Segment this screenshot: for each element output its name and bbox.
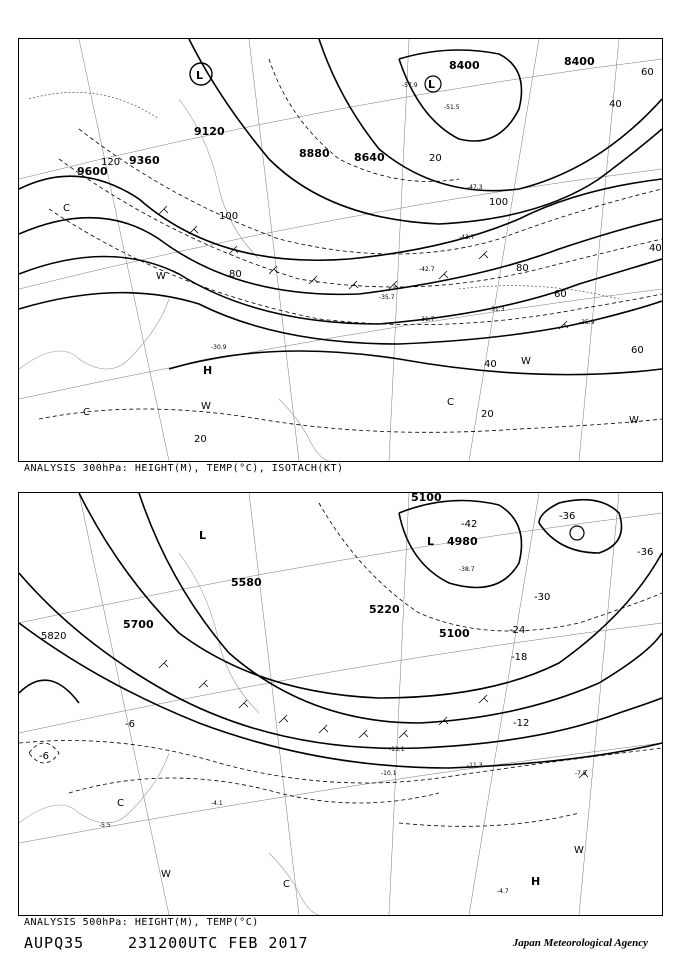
height-label: 9120 xyxy=(194,125,225,138)
warm-mark: W xyxy=(201,401,211,412)
height-label: 8880 xyxy=(299,147,330,160)
high-pressure-symbol: H xyxy=(203,364,213,377)
isotach-label: 20 xyxy=(481,409,494,420)
temperature-label: -11.3 xyxy=(467,762,483,769)
height-contours xyxy=(19,39,662,375)
air-mass-marks xyxy=(117,798,584,890)
isotherm-label: -12 xyxy=(513,718,530,729)
temperature-label: -35.9 xyxy=(579,319,595,326)
low-pressure-symbol: L xyxy=(199,529,207,542)
isotherm-label: -36 xyxy=(637,547,654,558)
height-label: 5700 xyxy=(123,618,154,631)
temperature-label: -31.3 xyxy=(489,306,505,313)
height-label: 5100 xyxy=(439,627,470,640)
cold-mark: C xyxy=(63,203,70,214)
temperature-label: -7.5 xyxy=(575,770,587,777)
isotach-label: 60 xyxy=(554,289,567,300)
isotherm-label: -18 xyxy=(511,652,528,663)
isotherm-label: -6 xyxy=(39,751,49,762)
temperature-label: -57.9 xyxy=(402,82,418,89)
cold-mark: C xyxy=(83,407,90,418)
cold-mark: C xyxy=(117,798,124,809)
high-pressure-symbol: H xyxy=(531,875,541,888)
isotach-label: 100 xyxy=(489,197,509,208)
isotherm-label: -36 xyxy=(559,511,576,522)
isotherm-label: -30 xyxy=(534,592,551,603)
valid-time: 231200UTC FEB 2017 xyxy=(128,934,309,952)
low-pressure-symbol: L xyxy=(196,69,204,82)
isotach-label: 40 xyxy=(484,359,497,370)
temperature-label: -31.7 xyxy=(419,316,435,323)
isotherm-label: -42 xyxy=(461,519,478,530)
temperature-label: -38.7 xyxy=(459,566,475,573)
isotach-label: 40 xyxy=(609,99,622,110)
height-labels xyxy=(77,55,595,178)
height-labels xyxy=(41,493,478,642)
height-label: 5100 xyxy=(411,493,442,504)
low-pressure-symbol: L xyxy=(428,78,436,91)
isotherm-label: -6 xyxy=(125,719,135,730)
height-label: 8400 xyxy=(449,59,480,72)
temperature-label: -4.7 xyxy=(497,888,509,895)
coastline xyxy=(19,99,329,461)
cold-mark: C xyxy=(283,879,290,890)
temperature-label: -35.7 xyxy=(379,294,395,301)
map-500hpa-svg xyxy=(19,493,662,915)
warm-mark: W xyxy=(521,356,531,367)
isotherm-labels xyxy=(39,511,653,762)
warm-mark: W xyxy=(156,271,166,282)
isotach-label: 60 xyxy=(641,67,654,78)
map-300hpa-svg xyxy=(19,39,662,461)
isotach-label: 120 xyxy=(101,157,121,168)
height-label: 5820 xyxy=(41,631,67,642)
height-label: 8400 xyxy=(564,55,595,68)
isotach-label: 80 xyxy=(516,263,529,274)
temperature-label: -10.1 xyxy=(381,770,397,777)
temperature-label: -13.1 xyxy=(389,746,405,753)
air-mass-marks xyxy=(63,203,639,426)
agency-name: Japan Meteorological Agency xyxy=(512,937,648,949)
temperature-label: -30.9 xyxy=(211,344,227,351)
temperature-label: -5.5 xyxy=(99,822,111,829)
height-label: 9360 xyxy=(129,154,160,167)
isotach-label: 80 xyxy=(229,269,242,280)
low-pressure-symbol: L xyxy=(427,535,435,548)
isotherms xyxy=(29,92,619,299)
warm-mark: W xyxy=(574,845,584,856)
cold-mark: C xyxy=(447,397,454,408)
isotach-label: 20 xyxy=(194,434,207,445)
height-label: 9600 xyxy=(77,165,108,178)
temperature-label: -4.1 xyxy=(211,800,223,807)
isotach-label: 100 xyxy=(219,211,239,222)
panel-caption-300hpa: ANALYSIS 300hPa: HEIGHT(M), TEMP(°C), ISOTACH(KT) xyxy=(24,463,344,474)
warm-mark: W xyxy=(161,869,171,880)
panel-caption-500hpa: ANALYSIS 500hPa: HEIGHT(M), TEMP(°C) xyxy=(24,917,259,928)
height-label: 5580 xyxy=(231,576,262,589)
map-panel-500hpa xyxy=(18,492,663,916)
isotach-label: 40 xyxy=(649,243,662,254)
isotach-label: 20 xyxy=(429,153,442,164)
chart-code: AUPQ35 xyxy=(24,934,85,952)
temperature-labels xyxy=(99,566,587,895)
temperature-label: -47.3 xyxy=(467,184,483,191)
temperature-label: -42.7 xyxy=(419,266,435,273)
isotherm-label: -24 xyxy=(509,625,526,636)
graticule xyxy=(19,39,662,461)
temperature-label: -51.5 xyxy=(444,104,460,111)
isotach-label: 60 xyxy=(631,345,644,356)
height-label: 8640 xyxy=(354,151,385,164)
map-panel-300hpa xyxy=(18,38,663,462)
height-label: 5220 xyxy=(369,603,400,616)
height-label: 4980 xyxy=(447,535,478,548)
height-contours xyxy=(19,493,662,768)
temperature-label: -43.7 xyxy=(459,234,475,241)
warm-mark: W xyxy=(629,415,639,426)
